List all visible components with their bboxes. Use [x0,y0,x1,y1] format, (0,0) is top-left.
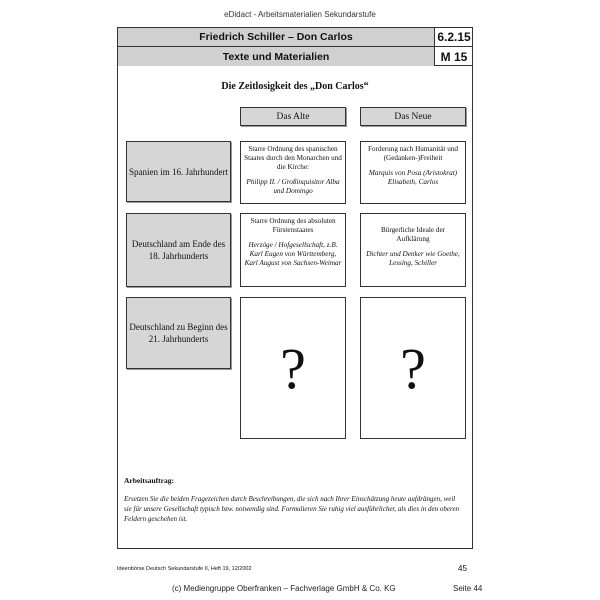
page-number: 45 [458,564,467,573]
row-label-spain: Spanien im 16. Jahrhundert [126,141,231,202]
cell-text: Starre Ordnung des spanischen Staates durch den Monarchen und die Kirche: [244,145,342,171]
header-title: Friedrich Schiller – Don Carlos [118,28,435,46]
task-label: Arbeitsauftrag: [124,476,174,485]
cell-text: Forderung nach Humanität und (Gedanken-)Freiheit [367,145,459,162]
material-number: M 15 [440,49,468,64]
row-label-germany-18c: Deutschland am Ende des 18. Jahrhunderts [126,213,231,287]
page-label: Seite 44 [453,584,483,593]
cell-spain-new [360,141,466,204]
cell-italic-text: Dichter und Denker wie Goethe, Lessing, Schiller [366,250,460,267]
task-text: Ersetzen Sie die beiden Fragezeichen durch Beschreibungen, die sich nach Ihrer Einschätzung heute aufdrängen, weil sie für unsere Gesellschaft typisch bzw. notwendig sind. Formulieren Sie ruhig viel ausführlicher, als dies in den oberen Feldern geschehen ist. [124,495,460,523]
column-header-new: Das Neue [360,107,466,126]
header-code: 6.2.15 [437,30,471,44]
site-header-text: eDidact - Arbeitsmaterialien Sekundarstufe [224,10,376,19]
row-label-germany-21c: Deutschland zu Beginn des 21. Jahrhunderts [126,297,231,369]
cell-italic-text: Philipp II. / Großinquisitor Alba und Domingo [246,178,340,195]
publisher-text: (c) Mediengruppe Oberfranken – Fachverlage GmbH & Co. KG [172,584,396,593]
cell-italic-text: Herzöge / Hofgesellschaft, z.B. Karl Eugen von Württemberg, Karl August von Sachsen-Weimar [244,241,342,267]
header-subtitle: Texte und Materialien [118,47,435,66]
cell-germany-18c-new [360,213,466,287]
header-row-2 [118,47,472,66]
header-row-1 [118,28,472,47]
cell-text: Starre Ordnung des absoluten Fürstenstaates [250,217,336,234]
question-mark-old: ? [240,297,346,439]
question-mark-new: ? [360,297,466,439]
worksheet-header [117,27,473,66]
column-header-old: Das Alte [240,107,346,126]
page-title: Die Zeitlosigkeit des „Don Carlos“ [221,81,369,92]
cell-germany-18c-old [240,213,346,287]
source-note: Ideenbörse Deutsch Sekundarstufe II, Heft 19, 12/2002 [117,566,252,572]
cell-spain-old [240,141,346,204]
cell-text: Bürgerliche Ideale der Aufklärung [380,226,446,243]
cell-italic-text: Marquis von Posa (Aristokrat) Elisabeth, Carlos [368,169,458,186]
